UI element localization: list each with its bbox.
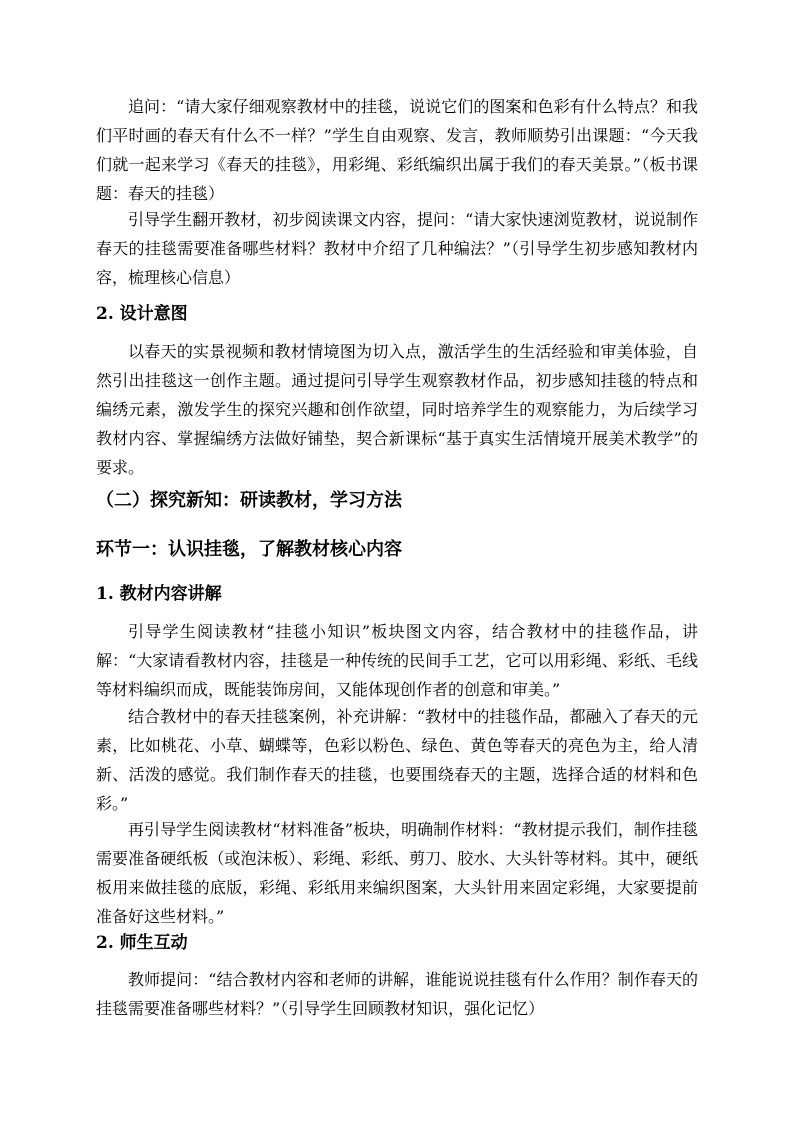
heading-link-one: 环节一：认识挂毯，了解教材核心内容: [96, 539, 402, 560]
paragraph-spring-tapestry: 结合教材中的春天挂毯案例，补充讲解：“教材中的挂毯作品，都融入了春天的元素，比如桃花、小草、蝴蝶等，色彩以粉色、绿色、黄色等春天的亮色为主，给人清新、活泼的感觉。我们制作春天的挂毯，也要围绕春天的主题，选择合适的材料和色彩。”: [96, 707, 698, 813]
paragraph-design-intent: 以春天的实景视频和教材情境图为切入点，激活学生的生活经验和审美体验，自然引出挂毯这一创作主题。通过提问引导学生观察教材作品，初步感知挂毯的特点和编绣元素，激发学生的探究兴趣和创作欲望，同时培养学生的观察能力，为后续学习教材内容、掌握编绣方法做好铺垫，契合新课标“基于真实生活情境开展美术教学”的要求。: [96, 342, 698, 477]
paragraph-guide-reading: 引导学生翻开教材，初步阅读课文内容，提问：“请大家快速浏览教材，说说制作春天的挂毯需要准备哪些材料？教材中介绍了几种编法？”（引导学生初步感知教材内容，梳理核心信息）: [96, 210, 698, 287]
paragraph-tapestry-knowledge: 引导学生阅读教材“挂毯小知识”板块图文内容，结合教材中的挂毯作品，讲解：“大家请看教材内容，挂毯是一种传统的民间手工艺，它可以用彩绳、彩纸、毛线等材料编织而成，既能装饰房间，又能体现创作者的创意和审美。”: [96, 622, 698, 699]
paragraph-follow-up-question: 追问：“请大家仔细观察教材中的挂毯，说说它们的图案和色彩有什么特点？和我们平时画的春天有什么不一样？”学生自由观察、发言，教师顺势引出课题：“今天我们就一起来学习《春天的挂毯》，用彩绳、彩纸编织出属于我们的春天美景。”（板书课题：春天的挂毯）: [96, 97, 698, 203]
heading-design-intent: 2. 设计意图: [96, 304, 188, 324]
paragraph-teacher-question: 教师提问：“结合教材内容和老师的讲解，谁能说说挂毯有什么作用？制作春天的挂毯需要准备哪些材料？”（引导学生回顾教材知识，强化记忆）: [96, 970, 698, 1018]
heading-section-explore: （二）探究新知：研读教材，学习方法: [96, 490, 402, 511]
heading-teacher-student-interaction: 2. 师生互动: [96, 933, 188, 953]
heading-content-explanation: 1. 教材内容讲解: [96, 584, 222, 604]
paragraph-material-preparation: 再引导学生阅读教材“材料准备”板块，明确制作材料：“教材提示我们，制作挂毯需要准备硬纸板（或泡沫板）、彩绳、彩纸、剪刀、胶水、大头针等材料。其中，硬纸板用来做挂毯的底版，彩绳、彩纸用来编织图案，大头针用来固定彩绳，大家要提前准备好这些材料。”: [96, 820, 698, 926]
